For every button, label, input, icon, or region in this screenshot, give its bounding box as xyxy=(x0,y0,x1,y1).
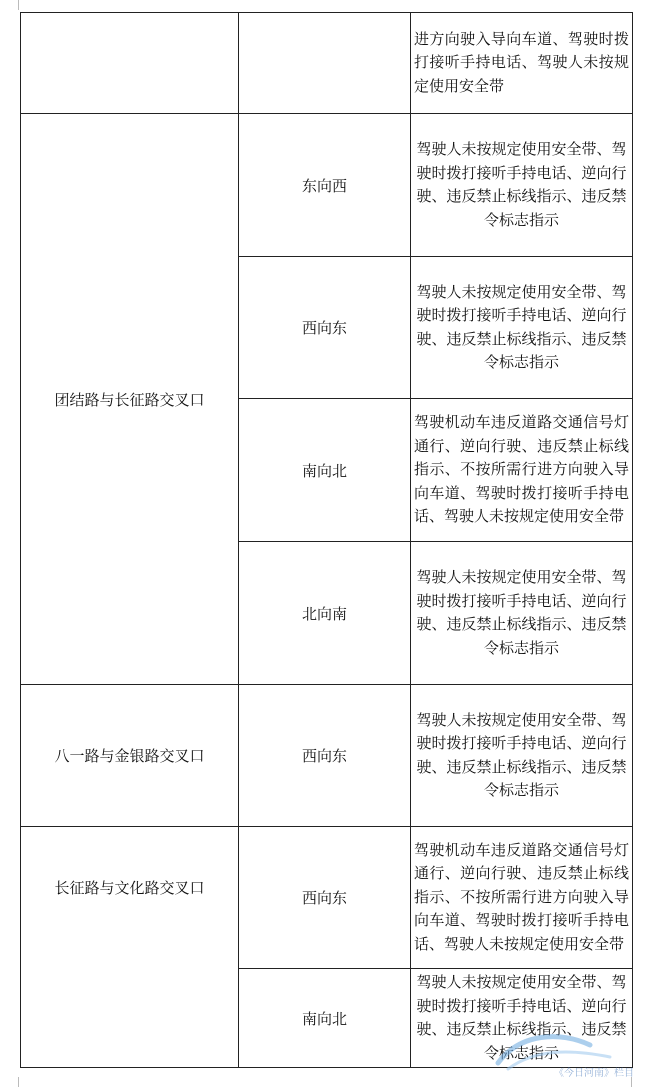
intersection-cell: 八一路与金银路交叉口 xyxy=(21,685,239,827)
violation-cell: 驾驶人未按规定使用安全带、驾驶时拨打接听手持电话、逆向行驶、违反禁止标线指示、违反禁令标志指示 xyxy=(411,685,633,827)
table-row xyxy=(21,13,633,114)
intersection-cell xyxy=(21,13,239,114)
violation-cell: 驾驶人未按规定使用安全带、驾驶时拨打接听手持电话、逆向行驶、违反禁止标线指示、违反禁令标志指示 xyxy=(411,257,633,399)
watermark-text: 《今日河南》栏目 xyxy=(554,1068,634,1079)
intersection-cell: 长征路与文化路交叉口 xyxy=(21,827,239,1068)
direction-cell: 西向东 xyxy=(239,257,411,399)
direction-cell: 南向北 xyxy=(239,969,411,1068)
crop-mark-bottom-left xyxy=(8,1077,19,1087)
violation-cell: 驾驶人未按规定使用安全带、驾驶时拨打接听手持电话、逆向行驶、违反禁止标线指示、违反禁令标志指示 xyxy=(411,114,633,257)
direction-cell: 东向西 xyxy=(239,114,411,257)
crop-mark-bottom-right xyxy=(631,1077,642,1087)
table-row xyxy=(21,114,633,257)
violation-cell: 驾驶机动车违反道路交通信号灯通行、逆向行驶、违反禁止标线指示、不按所需行进方向驶入导向车道、驾驶时拨打接听手持电话、驾驶人未按规定使用安全带 xyxy=(411,399,633,542)
table-row xyxy=(21,827,633,969)
violation-table xyxy=(20,12,633,1068)
violation-cell: 驾驶机动车违反道路交通信号灯通行、逆向行驶、违反禁止标线指示、不按所需行进方向驶入导向车道、驾驶时拨打接听手持电话、驾驶人未按规定使用安全带 xyxy=(411,827,633,969)
violation-cell: 驾驶人未按规定使用安全带、驾驶时拨打接听手持电话、逆向行驶、违反禁止标线指示、违反禁令标志指示 xyxy=(411,969,633,1068)
direction-cell xyxy=(239,13,411,114)
direction-cell: 西向东 xyxy=(239,685,411,827)
violation-cell: 驾驶人未按规定使用安全带、驾驶时拨打接听手持电话、逆向行驶、违反禁止标线指示、违反禁令标志指示 xyxy=(411,542,633,685)
table-row xyxy=(21,685,633,827)
direction-cell: 南向北 xyxy=(239,399,411,542)
violation-cell: 进方向驶入导向车道、驾驶时拨打接听手持电话、驾驶人未按规定使用安全带 xyxy=(411,13,633,114)
crop-mark-top-left xyxy=(8,0,19,10)
intersection-cell: 团结路与长征路交叉口 xyxy=(21,114,239,685)
direction-cell: 西向东 xyxy=(239,827,411,969)
direction-cell: 北向南 xyxy=(239,542,411,685)
